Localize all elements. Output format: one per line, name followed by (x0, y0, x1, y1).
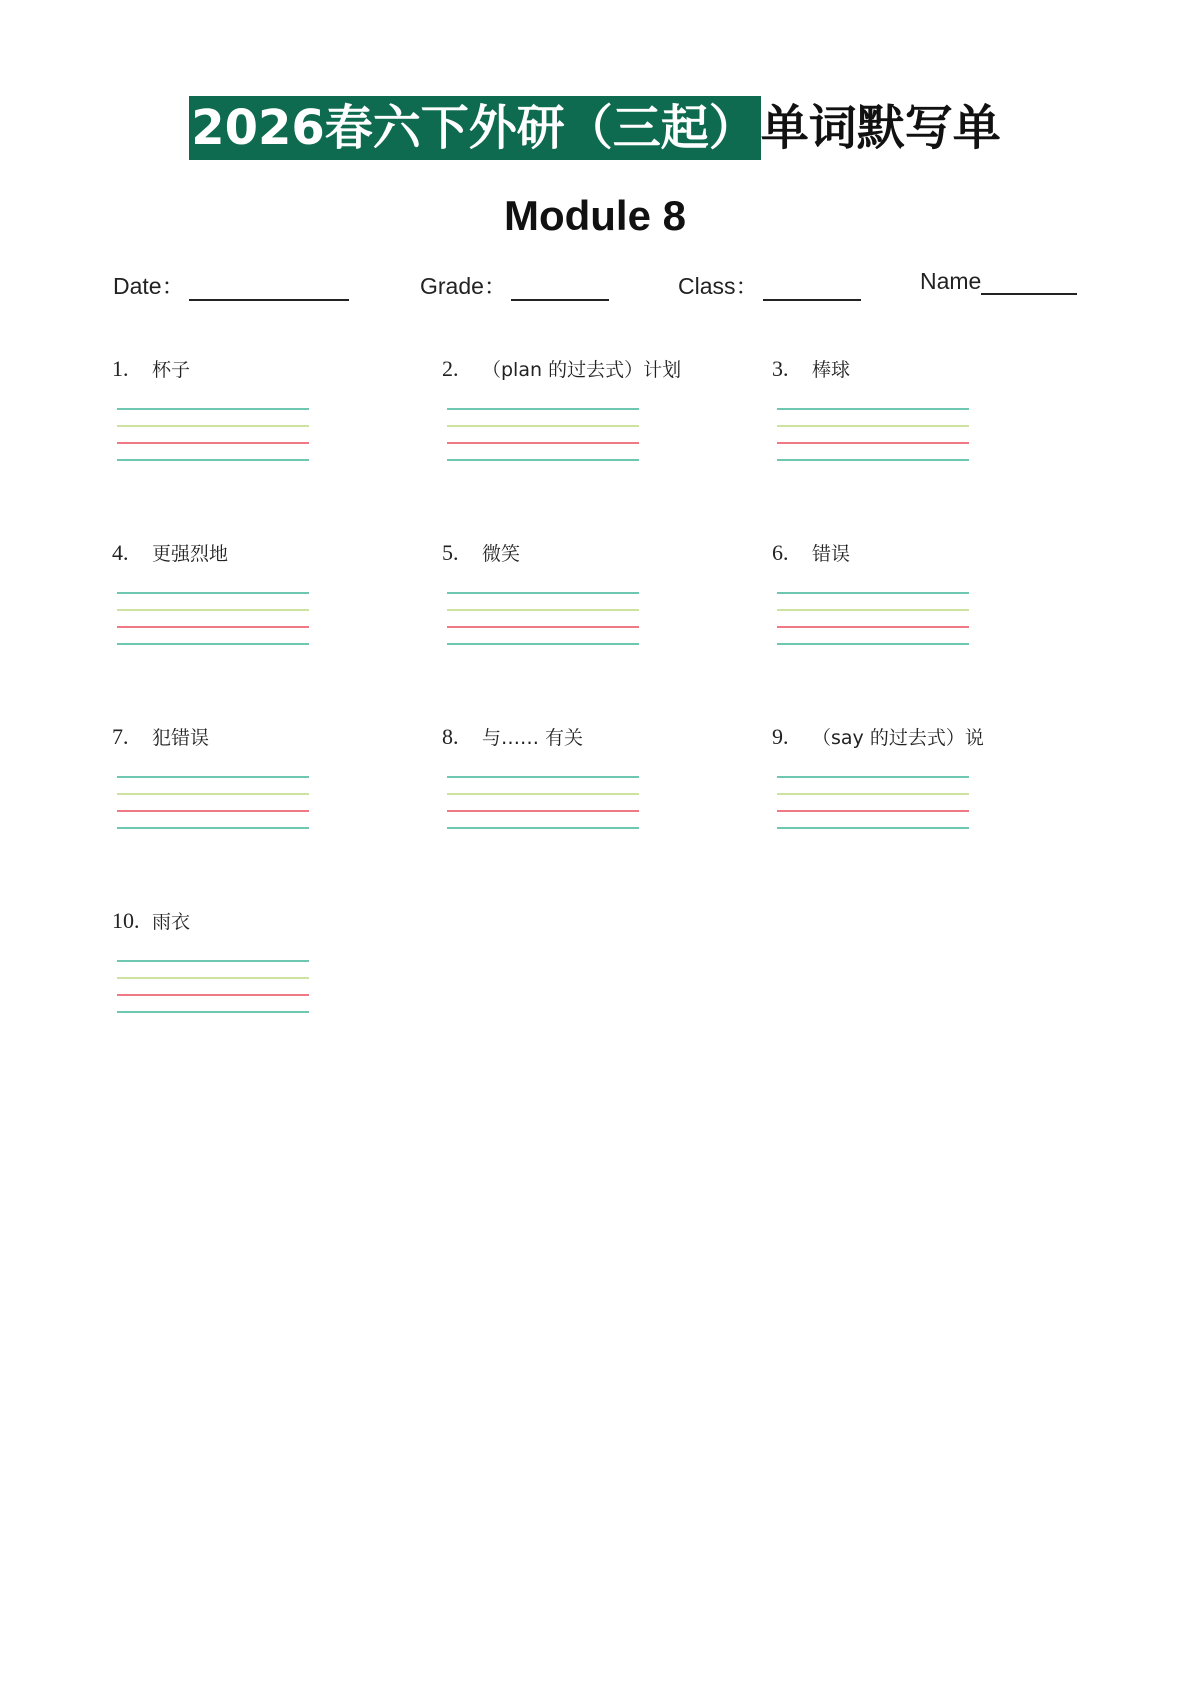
item-number: 9. (772, 724, 789, 749)
title-rest: 单词默写单 (760, 100, 1001, 156)
item-number: 8. (442, 724, 459, 749)
grade-label: Grade： (420, 273, 507, 299)
word-item (442, 355, 742, 505)
word-item (112, 355, 412, 505)
word-item (442, 723, 742, 873)
writing-lines[interactable] (117, 960, 309, 1020)
item-word: （say 的过去式）说 (812, 727, 984, 749)
date-label: Date： (113, 273, 185, 299)
writing-lines[interactable] (117, 408, 309, 468)
class-label: Class： (678, 273, 759, 299)
item-number: 3. (772, 356, 789, 381)
writing-lines[interactable] (117, 592, 309, 652)
word-item (112, 907, 412, 1057)
item-word: 更强烈地 (152, 543, 229, 565)
item-number: 7. (112, 724, 129, 749)
grade-field[interactable] (420, 268, 609, 301)
item-word: 错误 (812, 543, 851, 565)
writing-lines[interactable] (777, 408, 969, 468)
item-number: 10. (112, 908, 140, 933)
page-title (0, 96, 1190, 160)
name-label: Name (920, 268, 982, 294)
writing-lines[interactable] (117, 776, 309, 836)
title-highlight: 2026春六下外研（三起） (189, 96, 761, 160)
item-word: 犯错误 (152, 727, 210, 749)
word-item (772, 539, 1072, 689)
module-title: Module 8 (503, 192, 686, 239)
date-blank[interactable] (189, 275, 349, 301)
date-field[interactable] (113, 268, 349, 301)
item-word: 棒球 (812, 359, 851, 381)
word-item (772, 723, 1072, 873)
word-item (772, 355, 1072, 505)
item-number: 4. (112, 540, 129, 565)
item-number: 2. (442, 356, 459, 381)
item-number: 5. (442, 540, 459, 565)
item-number: 1. (112, 356, 129, 381)
writing-lines[interactable] (447, 592, 639, 652)
name-field[interactable] (920, 268, 1077, 295)
writing-lines[interactable] (777, 592, 969, 652)
writing-lines[interactable] (447, 408, 639, 468)
class-field[interactable] (678, 268, 861, 301)
item-word: 与…… 有关 (482, 727, 584, 749)
name-blank[interactable] (981, 269, 1077, 295)
item-word: 杯子 (152, 359, 191, 381)
item-word: （plan 的过去式）计划 (482, 359, 682, 381)
item-number: 6. (772, 540, 789, 565)
writing-lines[interactable] (447, 776, 639, 836)
writing-lines[interactable] (777, 776, 969, 836)
class-blank[interactable] (763, 275, 861, 301)
word-item (112, 539, 412, 689)
info-row (113, 268, 1083, 300)
grade-blank[interactable] (511, 275, 609, 301)
item-word: 雨衣 (152, 911, 191, 933)
word-item (112, 723, 412, 873)
word-item (442, 539, 742, 689)
item-word: 微笑 (482, 543, 521, 565)
